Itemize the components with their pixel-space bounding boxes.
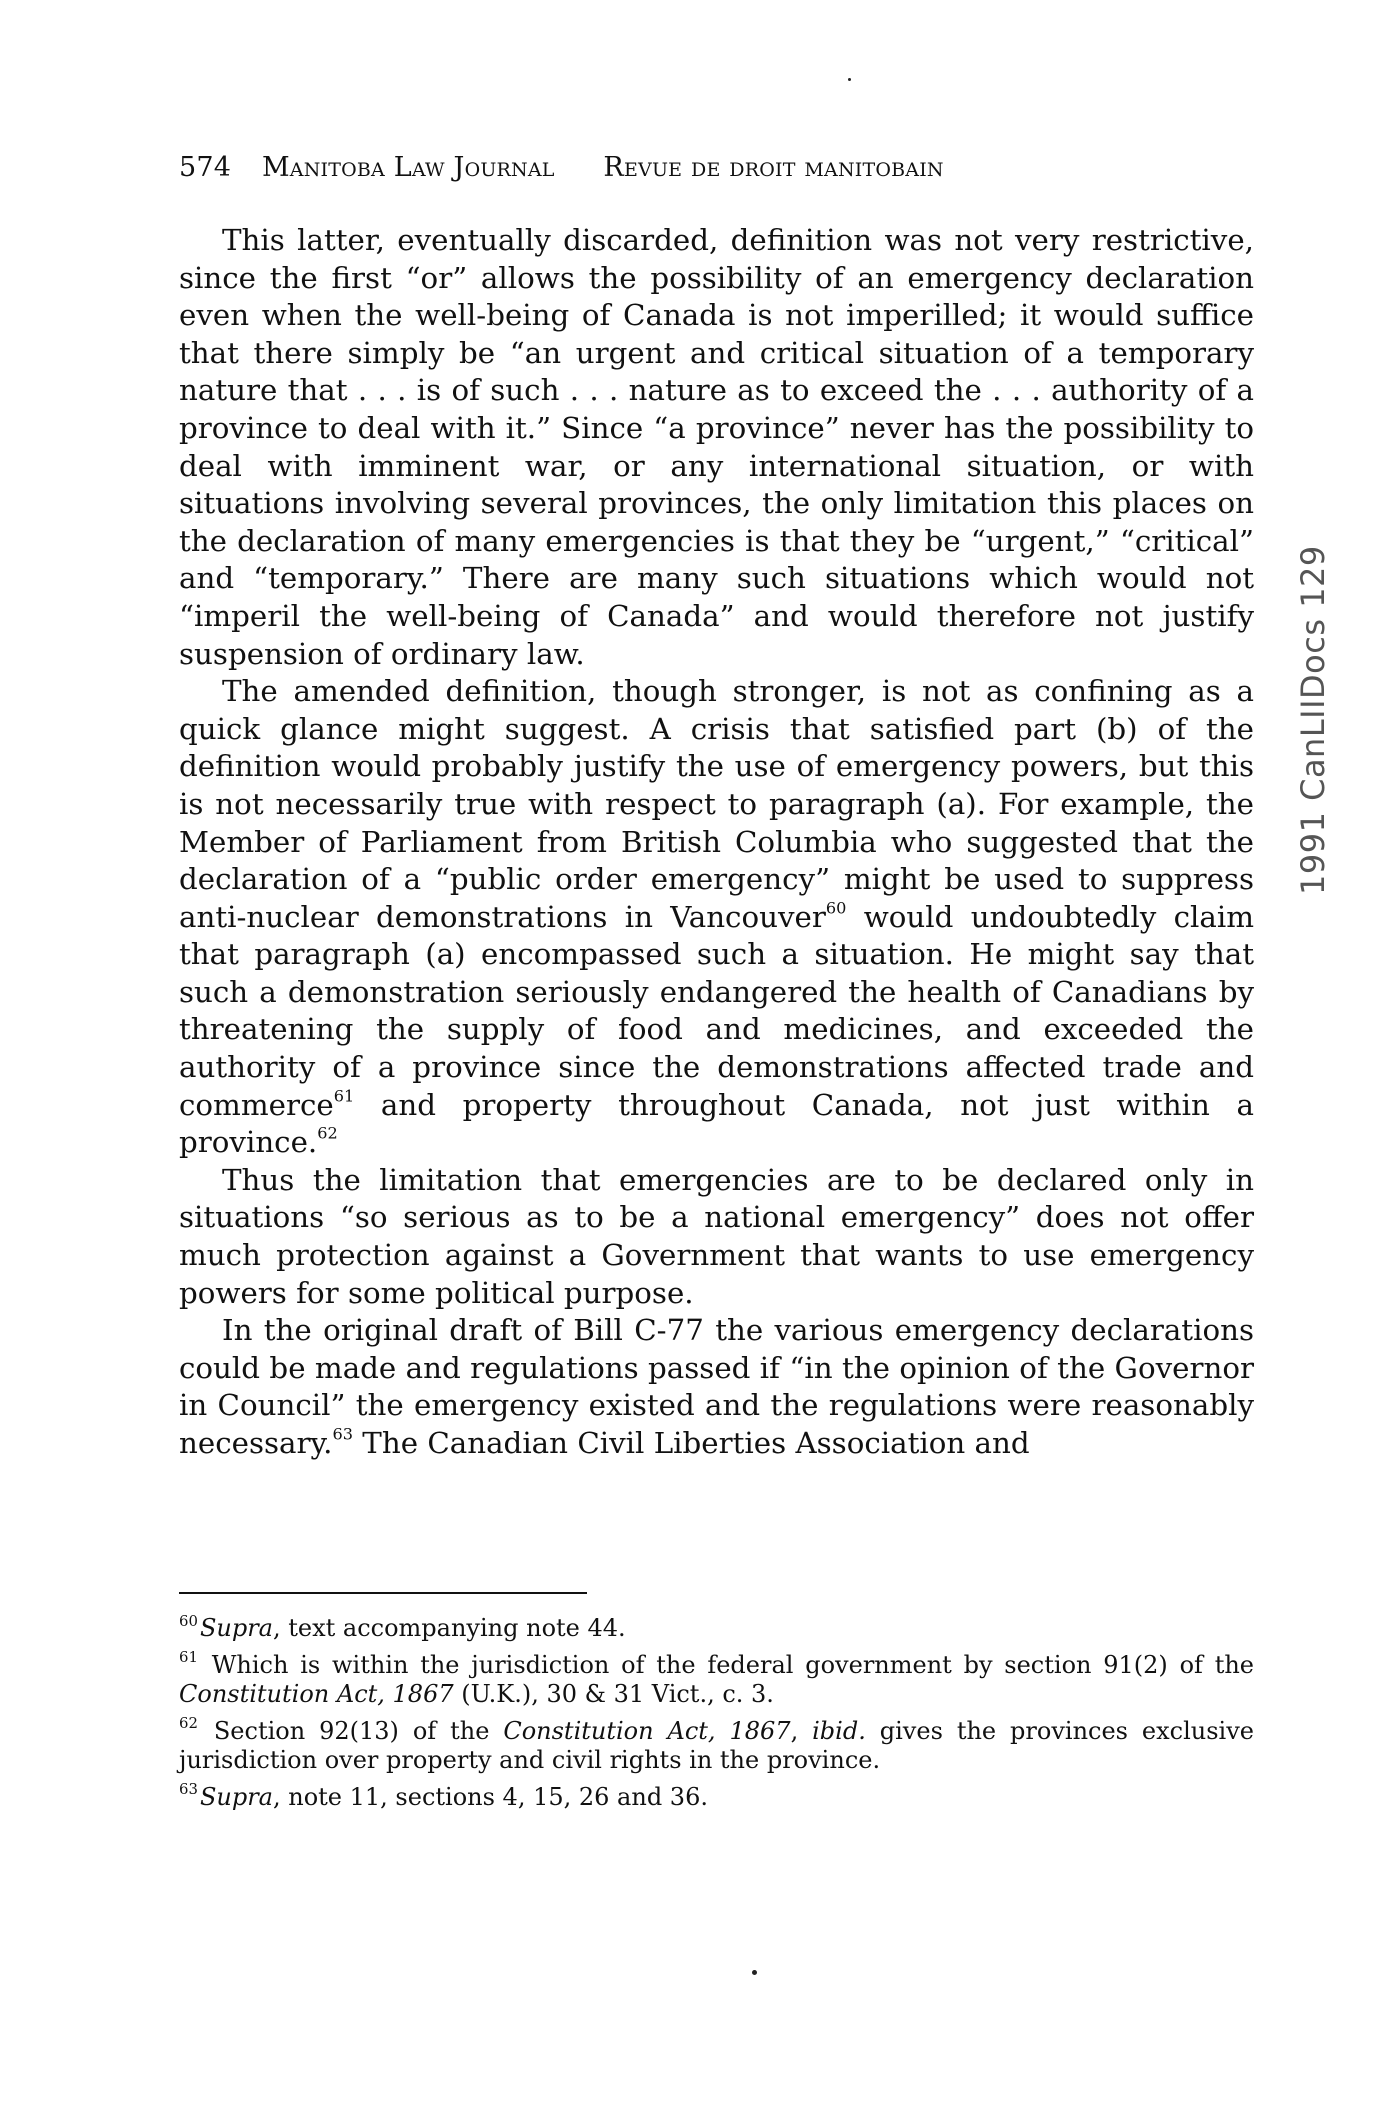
- paragraph-3: [179, 1162, 1254, 1312]
- footnote-text-2: ,: [790, 1716, 813, 1745]
- footnote-63: [179, 1780, 1254, 1813]
- footnote-italic: Constitution Act, 1867: [503, 1716, 791, 1745]
- footnote-number: 62: [179, 1714, 198, 1733]
- footnote-italic: Supra: [199, 1782, 273, 1811]
- footnotes: [179, 1611, 1254, 1819]
- paragraph-2-text-b: would undoubtedly claim that paragraph (a) encompassed such a situation. He might say that such a demonstration seriously endangered the health of Canadians by threatening the supply of food and medicines, and exceeded the authority of a province since the demonstrations affected trade and commerce: [179, 899, 1254, 1122]
- footnote-61: [179, 1648, 1254, 1710]
- footnote-60: [179, 1611, 1254, 1644]
- article-body: [179, 222, 1254, 1463]
- paragraph-4-text-b: The Canadian Civil Liberties Association and: [352, 1426, 1030, 1460]
- footnote-ref-60[interactable]: 60: [825, 898, 847, 917]
- canlii-watermark: 1991 CanLIIDocs 129: [1294, 545, 1332, 895]
- paragraph-2: [179, 673, 1254, 1162]
- scan-speck-bottom: [752, 1970, 757, 1975]
- footnote-italic-2: ibid.: [812, 1716, 866, 1745]
- paragraph-1: [179, 222, 1254, 673]
- footnote-text: , text accompanying note 44.: [272, 1614, 626, 1642]
- footnote-italic: Supra: [199, 1614, 273, 1642]
- footnote-number: 61: [179, 1648, 198, 1667]
- journal-title-french: Revue de droit manitobain: [603, 152, 944, 183]
- paragraph-4-text-a: In the original draft of Bill C-77 the various emergency declarations could be made and regulations passed if “in the opinion of the Governor in Council” the emergency existed and the regulations were reasonably necessary.: [179, 1313, 1254, 1460]
- scan-speck-top: [848, 78, 851, 81]
- paragraph-1-text: This latter, eventually discarded, definition was not very restrictive, since the first “or” allows the possibility of an emergency declaration even when the well-being of Canada is not imperilled; it would suffice that there simply be “an urgent and critical situation of a temporary nature that . . . is of such . . . nature as to exceed the . . . authority of a province to deal with it.” Since “a province” never has the possibility to deal with imminent war, or any international situation, or with situations involving several provinces, the only limitation this places on the declaration of many emergencies is that they be “urgent,” “critical” and “temporary.” There are many such situations which would not “imperil the well-being of Canada” and would therefore not justify suspension of ordinary law.: [179, 223, 1254, 671]
- paragraph-2-text-a: The amended definition, though stronger, is not as confining as a quick glance might suggest. A crisis that satisfied part (b) of the definition would probably justify the use of emergency powers, but this is not necessarily true with respect to paragraph (a). For example, the Member of Parliament from British Columbia who suggested that the declaration of a “public order emergency” might be used to suppress anti-nuclear demonstrations in Vancouver: [179, 674, 1254, 934]
- paragraph-4: [179, 1312, 1254, 1462]
- footnote-text: Which is within the jurisdiction of the federal government by section 91(2) of the: [199, 1650, 1254, 1679]
- footnote-number: 60: [179, 1611, 198, 1630]
- footnote-ref-61[interactable]: 61: [333, 1085, 355, 1105]
- footnote-ref-62[interactable]: 62: [317, 1123, 338, 1143]
- footnote-62: [179, 1714, 1254, 1776]
- page-number: 574: [179, 152, 232, 183]
- footnote-italic: Constitution Act, 1867: [179, 1680, 454, 1708]
- paragraph-2-text-c: and property throughout Canada, not just within a province.: [179, 1087, 1254, 1160]
- footnote-ref-63[interactable]: 63: [332, 1424, 353, 1444]
- footnote-text-3: gives the provinces exclusive jurisdiction over property and civil rights in the province.: [179, 1716, 1254, 1774]
- paragraph-3-text: Thus the limitation that emergencies are to be declared only in situations “so serious as to be a national emergency” does not offer much protection against a Government that wants to use emergency powers for some political purpose.: [179, 1162, 1254, 1310]
- running-header: [179, 152, 1179, 183]
- footnote-number: 63: [179, 1780, 198, 1799]
- footnote-text-2: (U.K.), 30 & 31 Vict., c. 3.: [453, 1680, 774, 1708]
- footnote-text: Section 92(13) of the: [199, 1716, 504, 1745]
- footnote-separator: [179, 1592, 587, 1594]
- footnote-text: , note 11, sections 4, 15, 26 and 36.: [272, 1782, 708, 1811]
- journal-title-english: Manitoba Law Journal: [261, 152, 555, 183]
